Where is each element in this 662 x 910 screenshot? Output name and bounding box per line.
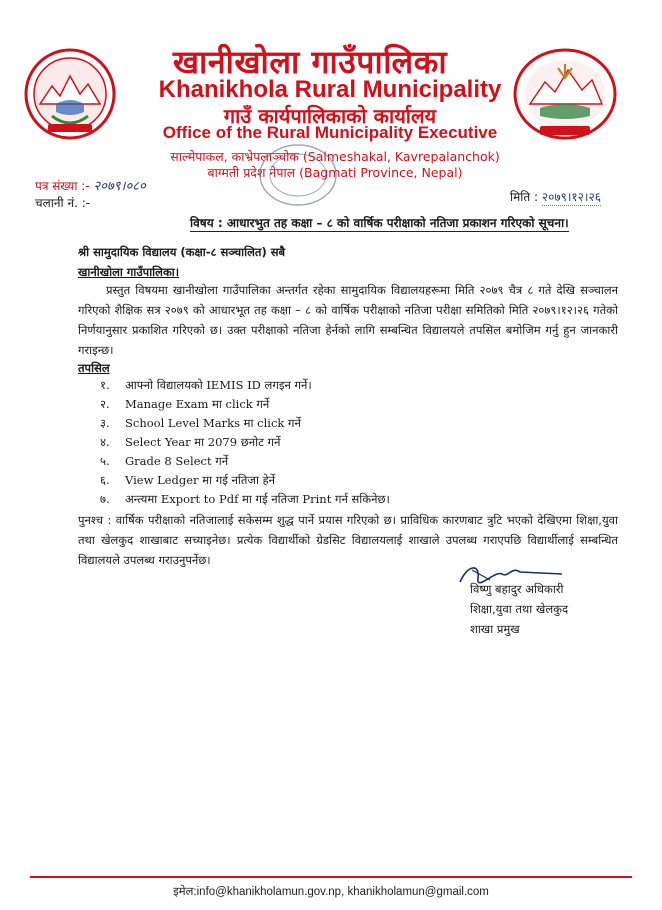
step-number: ३. xyxy=(100,416,110,430)
addressee-line-1: श्री सामुदायिक विद्यालय (कक्षा-८ सञ्चालित) सबै xyxy=(78,245,286,259)
date-value: २०७९।१२।२६ xyxy=(541,190,601,204)
step-number: ४. xyxy=(100,435,110,449)
step-text: आफ्नो विद्यालयको IEMIS ID लगइन गर्ने। xyxy=(125,378,312,392)
signatory-title: शाखा प्रमुख xyxy=(470,622,520,636)
step-item xyxy=(100,492,390,507)
reference-value: २०७९।०८० xyxy=(93,179,146,194)
step-text: School Level Marks मा click गर्ने xyxy=(125,416,301,430)
letter-date xyxy=(510,188,601,206)
step-item xyxy=(100,435,280,450)
office-stamp xyxy=(238,140,358,210)
reference-number xyxy=(35,176,146,194)
step-item xyxy=(100,378,312,393)
step-text: Select Year मा 2079 छनोट गर्ने xyxy=(125,435,281,449)
municipality-title-nepali: खानीखोला गाउँपालिका xyxy=(172,43,448,81)
subject-line xyxy=(190,214,569,231)
step-text: अन्त्यमा Export to Pdf मा गई नतिजा Print गर्न सकिनेछ। xyxy=(125,492,390,506)
address-line-1: साल्मेपाकल, काभ्रेपलाञ्चोक (Salmeshakal, Kavrepalanchok) xyxy=(170,149,500,164)
body-paragraph: प्रस्तुत विषयमा खानीखोला गाउँपालिका अन्तर्गत रहेका सामुदायिक विद्यालयहरूमा मिति २०७९ चैत्र ८ गते देखि सञ्चालन गरिएको शैक्षिक सत्र २०७९ को आधारभूत तह कक्षा – ८ को वार्षिक परीक्षाको नतिजा परीक्षा समितिको मिति २०७९।१२।२६ गतेको निर्णयानुसार प्रकाशित गरिएको छ। उक्त परीक्षाको नतिजा हेर्नको लागि सम्बन्धित विद्यालयले तपसिल बमोजिम गर्नु हुन जानकारी गराइन्छ। xyxy=(78,283,618,357)
step-text: Grade 8 Select गर्ने xyxy=(125,454,229,468)
dispatch-label: चलानी नं. :- xyxy=(35,196,91,210)
step-item xyxy=(100,473,275,488)
step-text: Manage Exam मा click गर्ने xyxy=(125,397,270,411)
nepal-emblem-logo xyxy=(22,46,118,142)
step-item xyxy=(100,454,228,469)
dispatch-number xyxy=(35,194,90,211)
subject-label: विषय : xyxy=(190,216,223,230)
office-title-nepali: गाउँ कार्यपालिकाको कार्यालय xyxy=(223,104,437,128)
step-item xyxy=(100,416,301,431)
footer-divider xyxy=(30,876,632,878)
office-title-english: Office of the Rural Municipality Executive xyxy=(162,123,498,142)
date-label: मिति : xyxy=(510,190,539,204)
step-number: ५. xyxy=(100,454,110,468)
step-number: २. xyxy=(100,397,110,411)
reference-label: पत्र संख्या :- xyxy=(35,179,90,193)
signatory-name: विष्णु बहादुर अधिकारी xyxy=(470,582,564,596)
signatory-department: शिक्षा,युवा तथा खेलकुद xyxy=(470,602,569,616)
step-number: ७. xyxy=(100,492,110,506)
footer-contact: इमेल:info@khanikholamun.gov.np, khanikholamun@gmail.com xyxy=(173,886,489,898)
subject-text: आधारभुत तह कक्षा – ८ को वार्षिक परीक्षाको नतिजा प्रकाशन गरिएको सूचना। xyxy=(226,216,569,230)
step-number: ६. xyxy=(100,473,110,487)
step-number: १. xyxy=(100,378,110,392)
municipality-title-english: Khanikhola Rural Municipality xyxy=(158,76,502,103)
step-text: View Ledger मा गई नतिजा हेर्ने xyxy=(125,473,276,487)
address-line-2: बाग्मती प्रदेश नेपाल (Bagmati Province, Nepal) xyxy=(207,165,463,180)
postscript-paragraph: पुनश्च : वार्षिक परीक्षाको नतिजालाई सकेसम्म शुद्ध पार्ने प्रयास गरिएको छ। प्राविधिक कारणबाट त्रुटि भएको देखिएमा शिक्षा,युवा तथा खेलकुद शाखाबाट सच्याइनेछ। प्रत्येक विद्यार्थीको ग्रेडसिट विद्यालयलाई शाखाले उपलब्ध गराएपछि विद्यार्थीलाई सम्बन्धित विद्यालयले उपलब्ध गराउनुपर्नेछ। xyxy=(78,513,618,567)
details-heading: तपसिल xyxy=(78,361,110,375)
step-item xyxy=(100,397,269,412)
addressee-line-2: खानीखोला गाउँपालिका। xyxy=(78,265,180,279)
